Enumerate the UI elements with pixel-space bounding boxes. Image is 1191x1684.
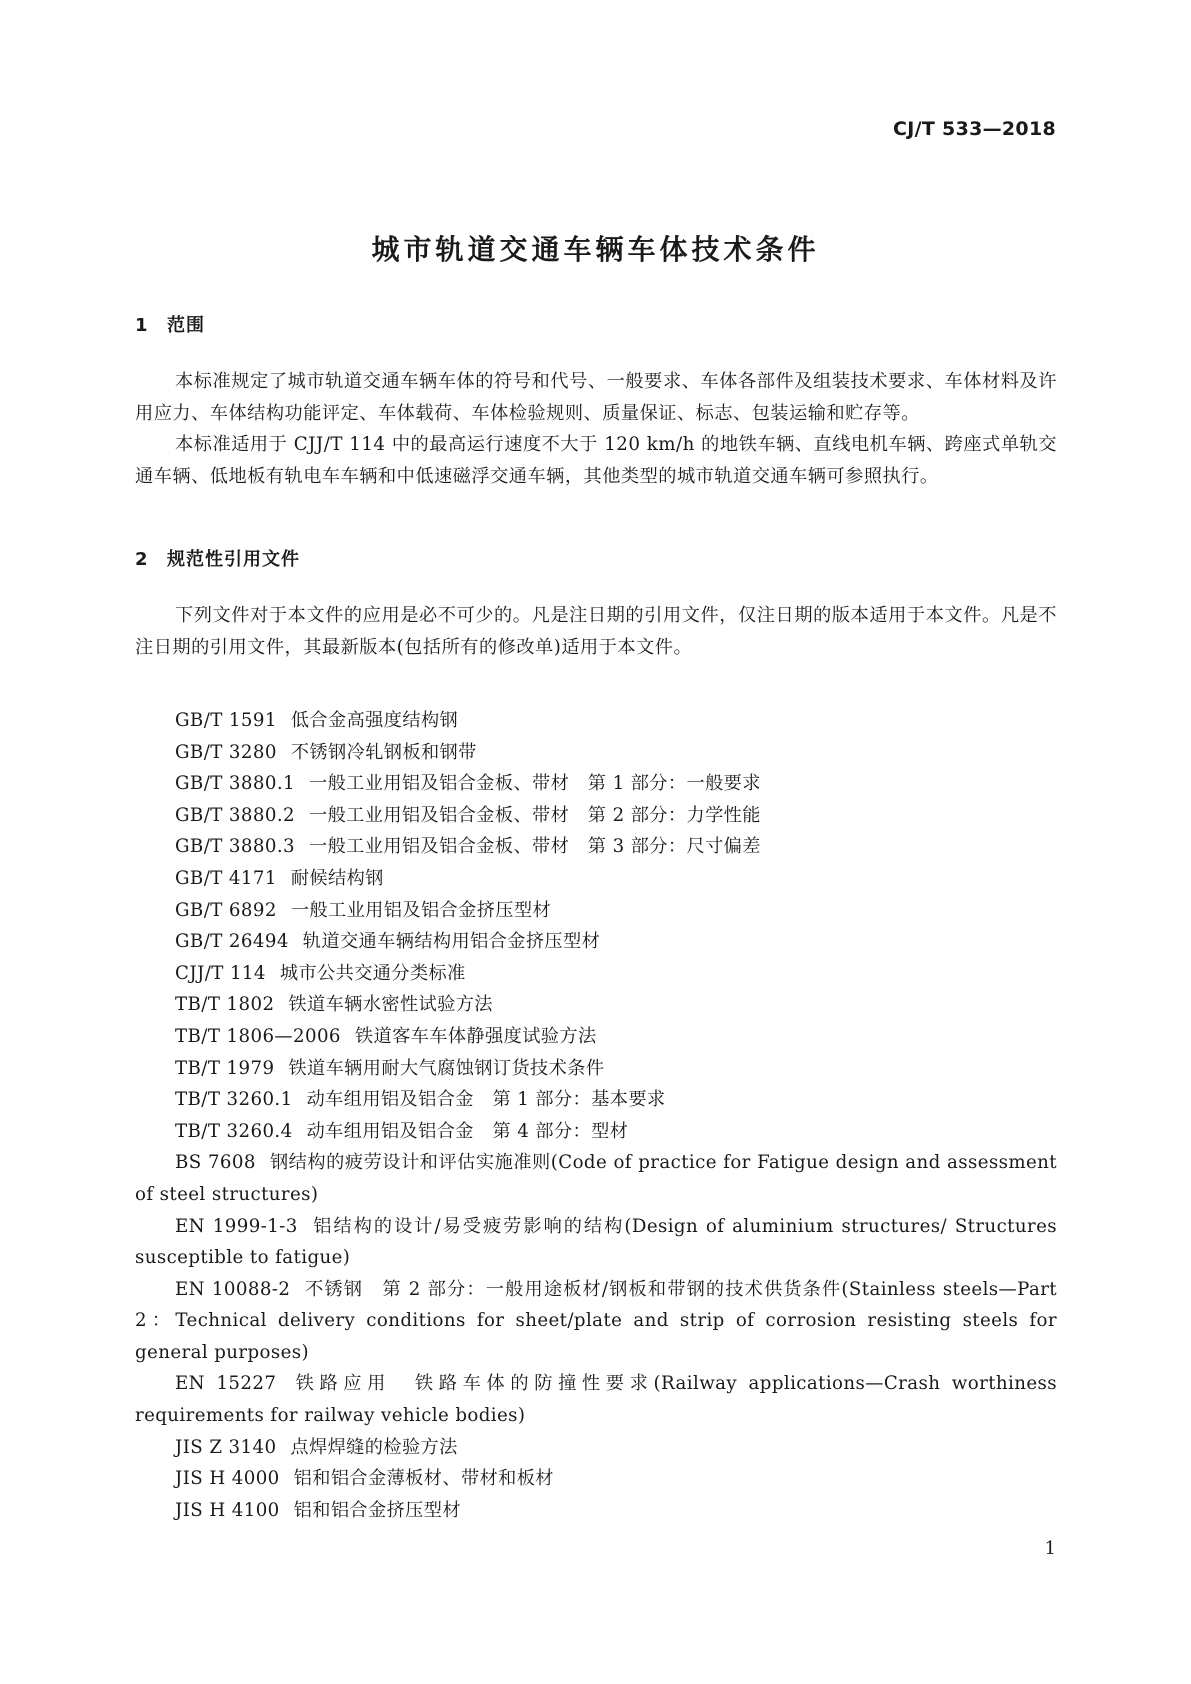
reference-item bbox=[135, 895, 1057, 927]
reference-list bbox=[135, 705, 1057, 1526]
section-number: 1 bbox=[135, 315, 149, 336]
reference-item bbox=[135, 1053, 1057, 1085]
reference-item bbox=[135, 1368, 1057, 1431]
reference-code: BS 7608 bbox=[175, 1152, 256, 1174]
reference-code: GB/T 26494 bbox=[175, 931, 289, 953]
reference-title: 不锈钢 第 2 部分：一般用途板材/钢板和带钢的技术供货条件(Stainless steels—Part 2：Technical delivery conditions for sheet/plate and strip of corrosion resisting steels for general purposes) bbox=[135, 1278, 1057, 1363]
reference-code: JIS Z 3140 bbox=[175, 1436, 277, 1458]
reference-item bbox=[135, 737, 1057, 769]
reference-title: 城市公共交通分类标准 bbox=[279, 962, 466, 984]
reference-title: 铁道客车车体静强度试验方法 bbox=[354, 1025, 597, 1047]
reference-code: TB/T 3260.4 bbox=[175, 1120, 293, 1142]
section-number: 2 bbox=[135, 549, 149, 570]
reference-title: 低合金高强度结构钢 bbox=[290, 710, 459, 731]
reference-code: EN 1999-1-3 bbox=[175, 1215, 298, 1237]
reference-title: 动车组用铝及铝合金 第 4 部分：型材 bbox=[306, 1120, 629, 1142]
reference-code: GB/T 3880.3 bbox=[175, 836, 295, 858]
reference-code: EN 10088-2 bbox=[175, 1278, 291, 1300]
reference-title: 一般工业用铝及铝合金板、带材 第 2 部分：力学性能 bbox=[308, 804, 761, 826]
reference-item bbox=[135, 1021, 1057, 1053]
reference-title: 铁道车辆用耐大气腐蚀钢订货技术条件 bbox=[288, 1057, 605, 1079]
reference-item bbox=[135, 1274, 1057, 1369]
reference-item bbox=[135, 863, 1057, 895]
reference-title: 轨道交通车辆结构用铝合金挤压型材 bbox=[302, 931, 601, 953]
reference-code: EN 15227 bbox=[175, 1373, 277, 1395]
section-heading-scope bbox=[135, 311, 205, 337]
reference-code: TB/T 1802 bbox=[175, 994, 275, 1016]
reference-code: GB/T 6892 bbox=[175, 899, 277, 921]
reference-item bbox=[135, 958, 1057, 990]
reference-item bbox=[135, 705, 1057, 737]
reference-item bbox=[135, 1495, 1057, 1527]
reference-item bbox=[135, 768, 1057, 800]
reference-title: 点焊焊缝的检验方法 bbox=[290, 1436, 458, 1458]
reference-title: 铝和铝合金挤压型材 bbox=[293, 1499, 461, 1521]
reference-code: JIS H 4000 bbox=[175, 1468, 280, 1490]
reference-item bbox=[135, 800, 1057, 832]
reference-title: 动车组用铝及铝合金 第 1 部分：基本要求 bbox=[306, 1089, 666, 1111]
reference-title: 不锈钢冷轧钢板和钢带 bbox=[290, 741, 477, 763]
reference-code: TB/T 1806—2006 bbox=[175, 1025, 341, 1047]
reference-title: 钢结构的疲劳设计和评估实施准则(Code of practice for Fatigue design and assessment of steel structures) bbox=[135, 1152, 1057, 1205]
reference-code: JIS H 4100 bbox=[175, 1499, 280, 1521]
reference-item bbox=[135, 1084, 1057, 1116]
reference-item bbox=[135, 1211, 1057, 1274]
reference-code: GB/T 4171 bbox=[175, 867, 277, 889]
reference-title: 铝和铝合金薄板材、带材和板材 bbox=[293, 1468, 554, 1490]
section-heading-normative-references bbox=[135, 545, 300, 571]
section-title: 规范性引用文件 bbox=[167, 549, 300, 570]
reference-code: GB/T 3880.1 bbox=[175, 773, 295, 795]
scope-paragraph-2: 本标准适用于 CJJ/T 114 中的最高运行速度不大于 120 km/h 的地铁车辆、直线电机车辆、跨座式单轨交通车辆、低地板有轨电车车辆和中低速磁浮交通车辆，其他类型的城市轨道交通车辆可参照执行。 bbox=[135, 434, 1057, 487]
page-number: 1 bbox=[1044, 1538, 1056, 1559]
standard-code: CJ/T 533—2018 bbox=[893, 118, 1056, 140]
reference-code: CJJ/T 114 bbox=[175, 962, 266, 984]
reference-code: TB/T 3260.1 bbox=[175, 1089, 293, 1111]
reference-title: 铁路应用 铁路车体的防撞性要求(Railway applications—Crash worthiness requirements for railway vehicle bodies) bbox=[135, 1373, 1057, 1427]
reference-item bbox=[135, 926, 1057, 958]
section-title: 范围 bbox=[167, 315, 205, 336]
document-title: 城市轨道交通车辆车体技术条件 bbox=[371, 233, 820, 266]
scope-paragraph-1: 本标准规定了城市轨道交通车辆车体的符号和代号、一般要求、车体各部件及组装技术要求、车体材料及许用应力、车体结构功能评定、车体载荷、车体检验规则、质量保证、标志、包装运输和贮存等。 bbox=[135, 371, 1057, 424]
reference-title: 一般工业用铝及铝合金挤压型材 bbox=[290, 899, 552, 921]
reference-item bbox=[135, 1463, 1057, 1495]
reference-item bbox=[135, 1147, 1057, 1210]
reference-title: 铝结构的设计/易受疲劳影响的结构(Design of aluminium structures/ Structures susceptible to fatigue) bbox=[135, 1215, 1057, 1269]
reference-title: 铁道车辆水密性试验方法 bbox=[288, 994, 493, 1016]
reference-code: TB/T 1979 bbox=[175, 1057, 275, 1079]
reference-code: GB/T 1591 bbox=[175, 710, 277, 731]
reference-code: GB/T 3880.2 bbox=[175, 804, 295, 826]
reference-item bbox=[135, 831, 1057, 863]
reference-title: 一般工业用铝及铝合金板、带材 第 3 部分：尺寸偏差 bbox=[308, 836, 761, 858]
reference-item bbox=[135, 1432, 1057, 1464]
references-intro-paragraph: 下列文件对于本文件的应用是必不可少的。凡是注日期的引用文件，仅注日期的版本适用于本文件。凡是不注日期的引用文件，其最新版本(包括所有的修改单)适用于本文件。 bbox=[135, 605, 1057, 658]
reference-item bbox=[135, 1116, 1057, 1148]
reference-code: GB/T 3280 bbox=[175, 741, 277, 763]
reference-item bbox=[135, 989, 1057, 1021]
reference-title: 耐候结构钢 bbox=[290, 867, 384, 889]
reference-title: 一般工业用铝及铝合金板、带材 第 1 部分：一般要求 bbox=[308, 773, 761, 795]
